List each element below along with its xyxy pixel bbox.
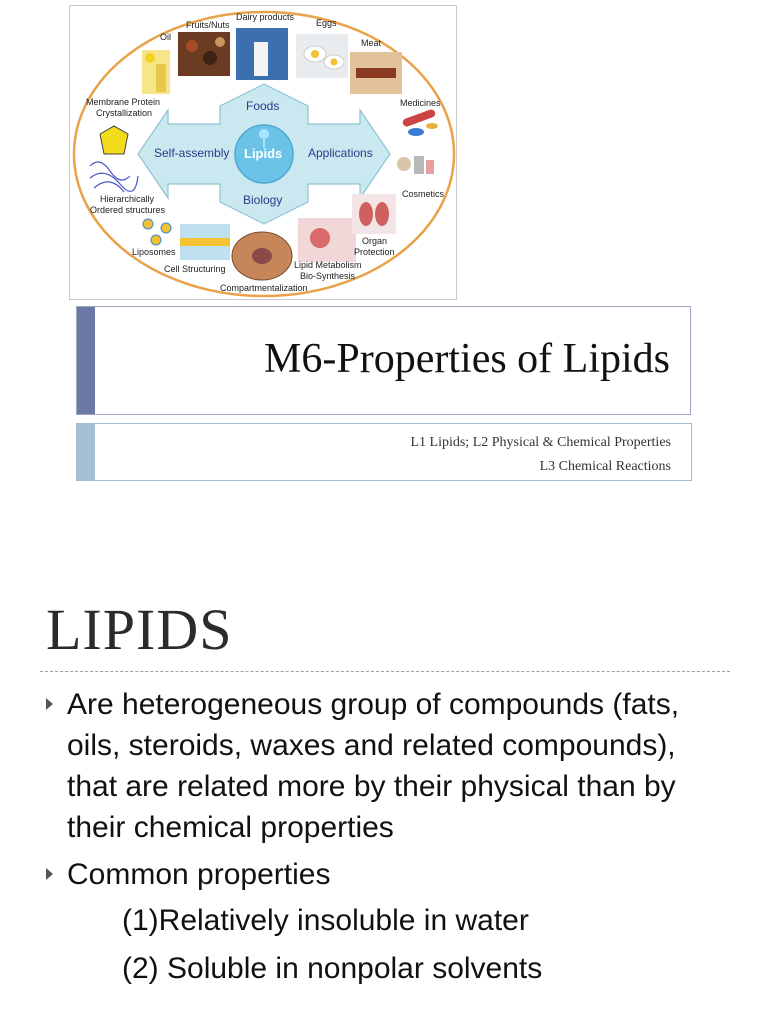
title-accent-bar (77, 307, 95, 414)
lipid-metabolism-label-line1: Lipid Metabolism (294, 260, 362, 270)
cell-structuring-label: Cell Structuring (164, 264, 226, 274)
liposomes-image (143, 219, 171, 245)
subtitle-line-1: L1 Lipids; L2 Physical & Chemical Properties (410, 435, 671, 450)
oil-label: Oil (160, 32, 171, 42)
foods-label: Foods (246, 99, 280, 113)
membrane-protein-label-line2: Crystallization (96, 108, 153, 118)
title-box (76, 306, 691, 415)
subtitle-line-2: L3 Chemical Reactions (539, 459, 671, 474)
hierarchically-label-line1: Hierarchically (100, 194, 155, 204)
sub-item: (2) Soluble in nonpolar solvents (122, 952, 543, 985)
lipid-molecule-icon (259, 129, 269, 139)
bullet-item (46, 854, 330, 895)
hierarchically-label-line2: Ordered structures (90, 205, 166, 215)
dairy-products-label: Dairy products (236, 12, 295, 22)
sub-item: (1)Relatively insoluble in water (122, 904, 529, 937)
membrane-protein-image (100, 126, 128, 154)
triangle-right-icon (46, 868, 53, 880)
eggs-label: Eggs (316, 18, 337, 28)
membrane-protein-label-line1: Membrane Protein (86, 97, 161, 107)
lipids-overview-figure (69, 5, 457, 300)
medicines-label: Medicines (400, 98, 441, 108)
self-assembly-label: Self-assembly (154, 146, 230, 160)
medicines-image (402, 108, 438, 136)
organ-protection-label-line1: Organ (362, 236, 388, 246)
subtitle-accent-bar (77, 424, 95, 480)
meat-label: Meat (361, 38, 382, 48)
hierarchical-structure-image (90, 162, 138, 192)
section-heading: LIPIDS (46, 597, 233, 662)
fruits-nuts-label: Fruits/Nuts (186, 20, 230, 30)
triangle-right-icon (46, 698, 53, 710)
organ-protection-label-line2: Protection (354, 247, 395, 257)
bullet-text: Are heterogeneous group of compounds (fats, oils, steroids, waxes and related compounds), that are related more by their physical than by their chemical properties (67, 688, 680, 844)
page-title: M6-Properties of Lipids (264, 336, 670, 382)
lipid-metabolism-label-line2: Bio-Synthesis (300, 271, 356, 281)
biology-label: Biology (243, 193, 283, 207)
organ-protection-image (352, 194, 396, 234)
cosmetics-label: Cosmetics (402, 189, 445, 199)
section-divider (40, 671, 730, 672)
applications-label: Applications (308, 146, 373, 160)
liposomes-label: Liposomes (132, 247, 176, 257)
subtitle-box (76, 423, 692, 481)
cosmetics-image (397, 156, 434, 174)
compartmentalization-label: Compartmentalization (220, 283, 308, 293)
bullet-text: Common properties (67, 858, 331, 891)
bullet-item (46, 684, 726, 848)
lipids-center-label: Lipids (244, 146, 283, 161)
